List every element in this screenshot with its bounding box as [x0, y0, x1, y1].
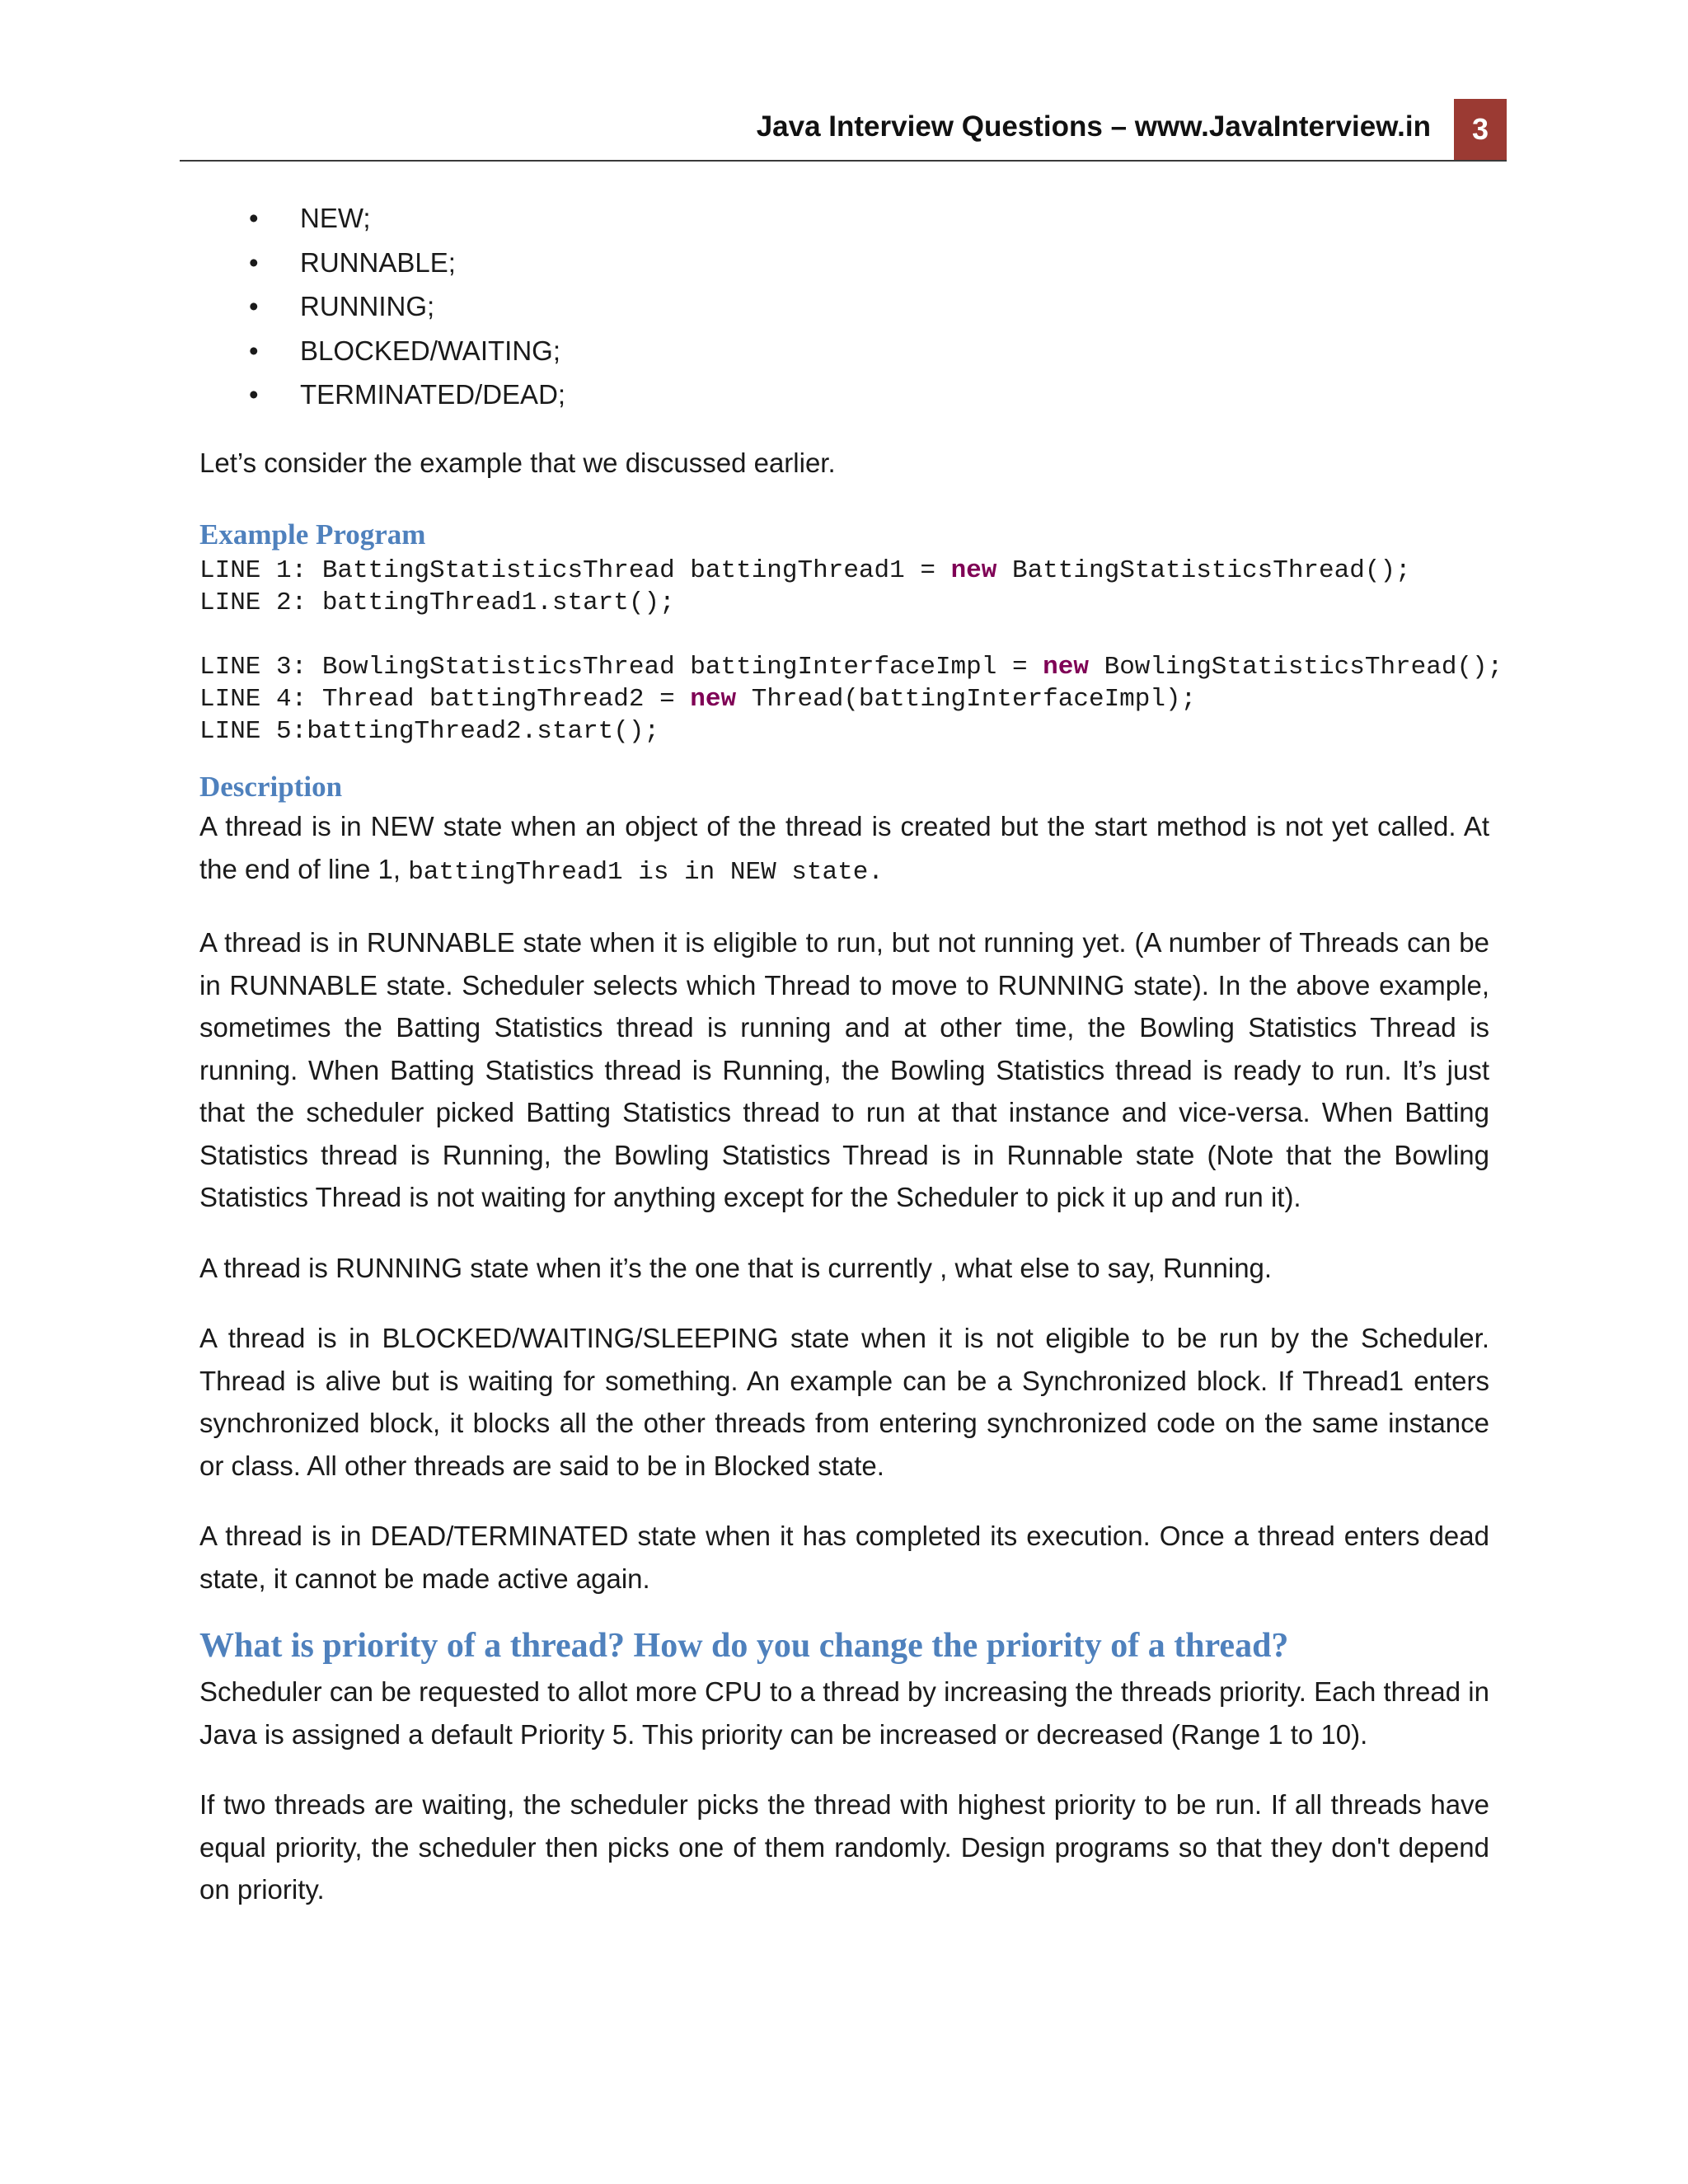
- code-line: LINE 5:battingThread2.start();: [199, 717, 660, 746]
- list-item-text: RUNNING;: [300, 291, 435, 321]
- dead-state-paragraph: A thread is in DEAD/TERMINATED state when it has completed its execution. Once a thread enters dead state, it cannot be made active again.: [199, 1521, 1489, 1594]
- intro-paragraph: Let’s consider the example that we discussed earlier.: [199, 447, 836, 478]
- page-content: [199, 196, 1503, 1911]
- code-line: LINE 2: battingThread1.start();: [199, 588, 675, 617]
- list-item: [249, 196, 1489, 241]
- keyword: new: [690, 685, 737, 714]
- runnable-state-paragraph: A thread is in RUNNABLE state when it is eligible to run, but not running yet. (A number of Threads can be in RUNNABLE state. Scheduler selects which Thread to move to RUNNING state). In the above example, sometimes the Batting Statistics thread is running and at other time, the Bowling Statistics Thread is running. When Batting Statistics thread is Running, the Bowling Statistics thread is ready to run. It’s just that the scheduler picked Batting Statistics thread to run at that instance and vice-versa. When Batting Statistics thread is Running, the Bowling Statistics Thread is in Runnable state (Note that the Bowling Statistics Thread is not waiting for anything except for the Scheduler to pick it up and run it).: [199, 927, 1489, 1212]
- page-number-badge: 3: [1454, 99, 1507, 160]
- keyword: new: [1043, 653, 1089, 682]
- bullet-icon: •: [249, 203, 259, 233]
- code-line: LINE 1: BattingStatisticsThread battingThread1 = new BattingStatisticsThread();: [199, 556, 1411, 585]
- list-item-text: BLOCKED/WAITING;: [300, 335, 560, 366]
- thread-states-list: [199, 196, 1489, 417]
- page-header: [180, 99, 1507, 162]
- priority-paragraph-2: If two threads are waiting, the scheduler picks the thread with highest priority to be run. If all threads have equal priority, the scheduler then picks one of them randomly. Design programs so that they don't depend on priority.: [199, 1789, 1489, 1905]
- blocked-state-paragraph: A thread is in BLOCKED/WAITING/SLEEPING state when it is not eligible to be run by the Scheduler. Thread is alive but is waiting for something. An example can be a Synchronized block. If Thread1 enters synchronized block, it blocks all the other threads from entering synchronized code on the same instance or class. All other threads are said to be in Blocked state.: [199, 1323, 1489, 1481]
- list-item: [249, 329, 1489, 373]
- priority-heading: What is priority of a thread? How do you change the priority of a thread?: [199, 1627, 1289, 1665]
- list-item: [249, 284, 1489, 329]
- code-block: [199, 555, 1503, 748]
- bullet-icon: •: [249, 246, 259, 278]
- new-state-paragraph: A thread is in NEW state when an object of the thread is created but the start method is not yet called. At the end of line 1, battingThread1 is in NEW state.: [199, 811, 1489, 887]
- list-item: [249, 241, 1489, 285]
- list-item-text: RUNNABLE;: [300, 246, 456, 278]
- bullet-icon: •: [249, 379, 259, 410]
- list-item: [249, 373, 1489, 417]
- code-line: LINE 4: Thread battingThread2 = new Thread(battingInterfaceImpl);: [199, 685, 1197, 714]
- bullet-icon: •: [249, 291, 259, 321]
- header-title: Java Interview Questions – www.JavaInterview.in: [756, 110, 1431, 143]
- keyword: new: [950, 556, 997, 585]
- description-heading: Description: [199, 771, 343, 803]
- bullet-icon: •: [249, 335, 259, 366]
- list-item-text: NEW;: [300, 203, 371, 233]
- inline-code: battingThread1 is in NEW state.: [408, 857, 884, 887]
- priority-paragraph-1: Scheduler can be requested to allot more CPU to a thread by increasing the threads priority. Each thread in Java is assigned a default Priority 5. This priority can be increased or decreased (Range 1 to 10).: [199, 1676, 1489, 1750]
- running-state-paragraph: A thread is RUNNING state when it’s the one that is currently , what else to say, Running.: [199, 1252, 1273, 1283]
- example-heading: Example Program: [199, 518, 426, 551]
- list-item-text: TERMINATED/DEAD;: [300, 379, 566, 410]
- code-line: LINE 3: BowlingStatisticsThread battingInterfaceImpl = new BowlingStatisticsThread();: [199, 653, 1503, 682]
